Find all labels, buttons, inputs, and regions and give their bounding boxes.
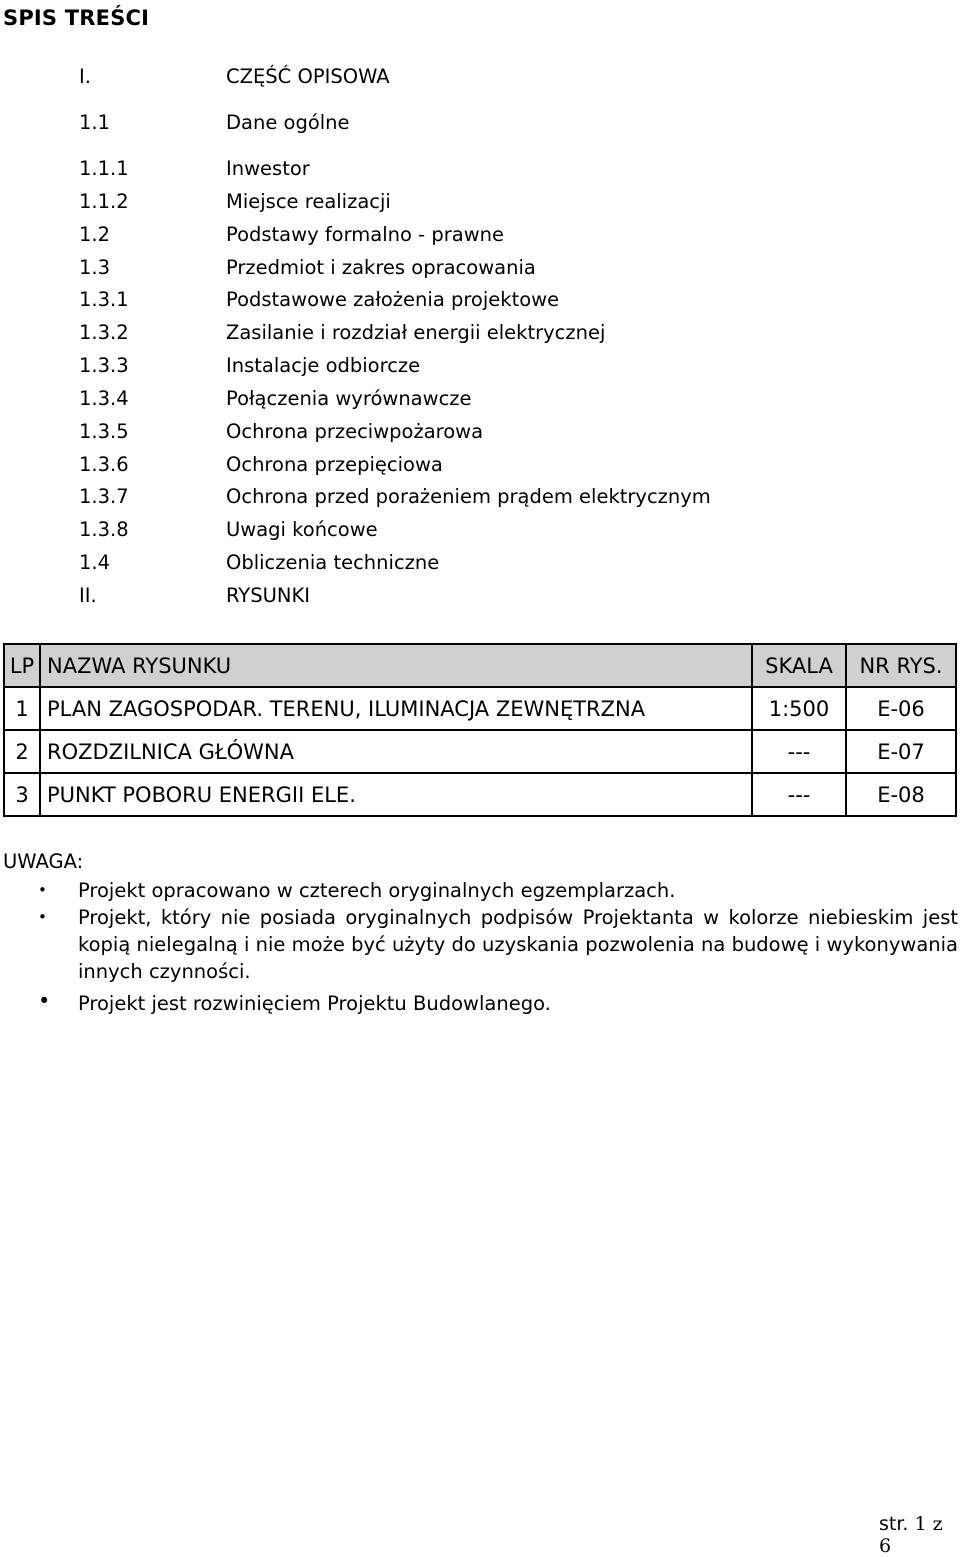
cell-lp: 2 (4, 730, 40, 773)
table-row (4, 730, 956, 773)
toc-text: Połączenia wyrównawcze (226, 387, 472, 410)
toc-number: 1.3.2 (79, 321, 129, 344)
toc-number: 1.4 (79, 551, 111, 574)
toc-item (0, 550, 900, 576)
cell-lp: 1 (4, 687, 40, 730)
cell-nr: E-07 (846, 730, 956, 773)
toc-text: Podstawowe założenia projektowe (226, 288, 560, 311)
toc-number: I. (79, 65, 91, 88)
toc-text: Uwagi końcowe (226, 518, 378, 541)
page-number (879, 1513, 960, 1557)
toc-text: Podstawy formalno - prawne (226, 223, 505, 246)
toc-item (0, 419, 900, 445)
cell-scale: 1:500 (752, 687, 846, 730)
page-separator: z (932, 1513, 943, 1535)
toc-number: 1.3.4 (79, 387, 129, 410)
toc-number: II. (79, 584, 97, 607)
cell-nr: E-06 (846, 687, 956, 730)
table-row (4, 773, 956, 816)
cell-name: PLAN ZAGOSPODAR. TERENU, ILUMINACJA ZEWNĘTRZNA (40, 687, 752, 730)
toc-number: 1.3.7 (79, 485, 129, 508)
toc-item (0, 583, 900, 609)
toc-number: 1.3.5 (79, 420, 129, 443)
toc-number: 1.3 (79, 256, 111, 279)
list-item (38, 877, 958, 904)
toc-item (0, 287, 900, 313)
toc-number: 1.3.6 (79, 453, 129, 476)
toc-text: Inwestor (226, 157, 310, 180)
toc-text: Przedmiot i zakres opracowania (226, 256, 536, 279)
table-row (4, 687, 956, 730)
toc-text: Ochrona przed porażeniem prądem elektrycznym (226, 485, 711, 508)
toc-item (0, 255, 900, 281)
toc-item (0, 110, 900, 136)
toc-text: Zasilanie i rozdział energii elektrycznej (226, 321, 606, 344)
toc-item (0, 189, 900, 215)
cell-name: ROZDZILNICA GŁÓWNA (40, 730, 752, 773)
header-lp: LP (4, 644, 40, 687)
toc-number: 1.1.1 (79, 157, 129, 180)
toc-item (0, 517, 900, 543)
page-current: 1 (914, 1513, 927, 1535)
cell-lp: 3 (4, 773, 40, 816)
toc-item (0, 222, 900, 248)
toc-text: Obliczenia techniczne (226, 551, 440, 574)
toc-text: Ochrona przeciwpożarowa (226, 420, 484, 443)
table-header-row (4, 644, 956, 687)
bullet-icon: • (38, 908, 47, 926)
cell-scale: --- (752, 773, 846, 816)
toc-item (0, 64, 900, 90)
page-title: SPIS TREŚCI (3, 6, 150, 30)
header-scale: SKALA (752, 644, 846, 687)
drawings-table (3, 643, 957, 817)
note-text: Projekt jest rozwinięciem Projektu Budowlanego. (78, 992, 551, 1015)
page-total: 6 (879, 1535, 892, 1557)
toc-number: 1.3.1 (79, 288, 129, 311)
toc-item (0, 320, 900, 346)
cell-name: PUNKT POBORU ENERGII ELE. (40, 773, 752, 816)
cell-scale: --- (752, 730, 846, 773)
toc-number: 1.3.8 (79, 518, 129, 541)
header-name: NAZWA RYSUNKU (40, 644, 752, 687)
note-text: Projekt opracowano w czterech oryginalnych egzemplarzach. (78, 879, 676, 902)
header-nr: NR RYS. (846, 644, 956, 687)
toc-text: Dane ogólne (226, 111, 350, 134)
toc-item (0, 386, 900, 412)
toc-text: Instalacje odbiorcze (226, 354, 421, 377)
toc-number: 1.2 (79, 223, 111, 246)
list-item (38, 904, 958, 985)
toc-text: Miejsce realizacji (226, 190, 391, 213)
toc-text: RYSUNKI (226, 584, 310, 607)
toc-item (0, 452, 900, 478)
toc-number: 1.1.2 (79, 190, 129, 213)
notes-label: UWAGA: (3, 850, 84, 873)
toc-text: CZĘŚĆ OPISOWA (226, 65, 390, 88)
bullet-icon: • (38, 989, 51, 1013)
bullet-icon: • (38, 881, 47, 899)
cell-nr: E-08 (846, 773, 956, 816)
list-item (38, 989, 958, 1017)
toc-item (0, 353, 900, 379)
page-prefix: str. (879, 1513, 909, 1535)
toc-number: 1.3.3 (79, 354, 129, 377)
toc-number: 1.1 (79, 111, 111, 134)
toc-item (0, 484, 900, 510)
toc-item (0, 156, 900, 182)
note-text: Projekt, który nie posiada oryginalnych podpisów Projektanta w kolorze niebieskim jest kopią nielegalną i nie może być użyty do uzyskania pozwolenia na budowę i wykonywania innych czynności. (78, 906, 958, 983)
toc-text: Ochrona przepięciowa (226, 453, 443, 476)
